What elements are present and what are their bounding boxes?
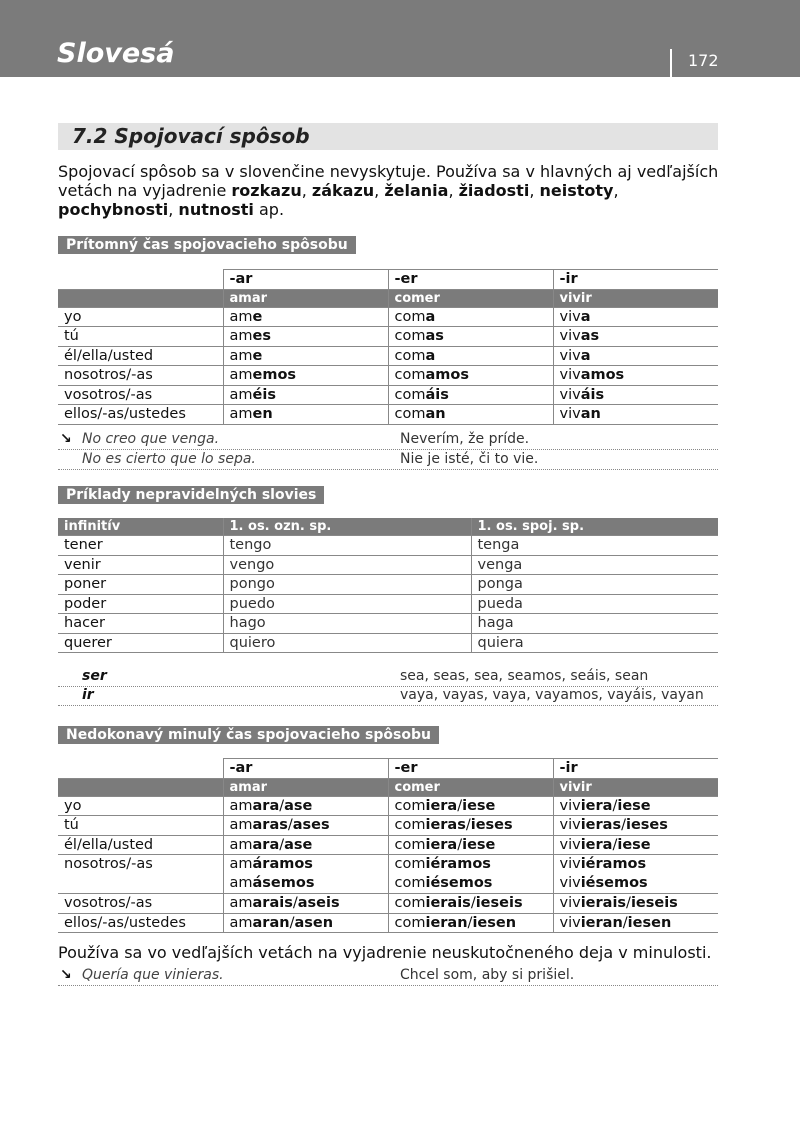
verb-ending: áis — [580, 386, 605, 403]
person-cell: vosotros/-as — [58, 385, 223, 405]
table-row — [58, 575, 718, 595]
imperfect-conjugation-table — [58, 758, 718, 933]
infinitive-cell: poder — [58, 594, 223, 614]
form-line — [560, 855, 719, 874]
verb-header: comer — [388, 778, 553, 796]
verb-ending: amos — [425, 367, 469, 384]
verb-ending: áramos — [252, 856, 313, 872]
slash: / — [457, 836, 463, 853]
form-cell: quiera — [471, 633, 718, 653]
verb-ending: iera — [425, 797, 458, 814]
verb-stem: am — [229, 386, 253, 403]
slash: / — [289, 914, 295, 931]
infinitive-cell: tener — [58, 536, 223, 556]
verb-ending: a — [425, 308, 436, 325]
special-verb-forms: vaya, vayas, vaya, vayamos, vayáis, vayan — [400, 687, 704, 703]
conjugation-cell — [553, 913, 718, 933]
table-header-row — [58, 270, 718, 290]
conjugation-cell — [223, 405, 388, 425]
intro-keyword: rozkazu — [231, 181, 302, 200]
verb-ending: ierais — [580, 895, 627, 912]
verb-ending: as — [580, 328, 600, 345]
verb-ending: ieseis — [630, 895, 678, 912]
verb-stem: com — [394, 328, 426, 345]
table-cell — [58, 289, 223, 307]
page-number: 172 — [688, 51, 719, 70]
special-verb: ir — [82, 687, 94, 703]
example-spanish: No creo que venga. — [82, 431, 220, 447]
verb-stem: com — [394, 856, 426, 872]
verb-stem: viv — [559, 406, 581, 423]
conjugation-cell — [388, 796, 553, 816]
verb-stem: com — [394, 797, 426, 814]
conjugation-cell — [223, 894, 388, 914]
verb-ending: éis — [252, 386, 276, 403]
verb-header: amar — [223, 289, 388, 307]
example-slovak: Chcel som, aby si prišiel. — [400, 967, 575, 983]
form-line — [230, 855, 388, 874]
intro-sep: , — [168, 200, 179, 219]
special-verb-row — [58, 686, 718, 706]
table-row — [58, 633, 718, 653]
person-cell: vosotros/-as — [58, 894, 223, 914]
verb-ending: iésemos — [580, 875, 648, 891]
verb-ending: ierais — [425, 895, 471, 912]
form-cell: ponga — [471, 575, 718, 595]
form-line — [230, 874, 388, 893]
table-row — [58, 385, 718, 405]
form-cell: pueda — [471, 594, 718, 614]
column-header: 1. os. spoj. sp. — [471, 518, 718, 536]
verb-header: vivir — [553, 778, 718, 796]
table-row — [58, 555, 718, 575]
verb-stem: am — [229, 836, 253, 853]
table-row — [58, 346, 718, 366]
slash: / — [279, 836, 285, 853]
verb-ending: a — [580, 347, 591, 364]
table-row — [58, 816, 718, 836]
table-row — [58, 307, 718, 327]
verb-ending: iese — [462, 797, 496, 814]
conjugation-cell — [388, 366, 553, 386]
verb-row — [58, 778, 718, 796]
verb-ending: emos — [252, 367, 297, 384]
verb-ending: ieras — [425, 817, 466, 834]
intro-sep: , — [448, 181, 459, 200]
person-cell: yo — [58, 307, 223, 327]
verb-ending: ieras — [580, 817, 622, 834]
form-cell: pongo — [223, 575, 471, 595]
slash: / — [612, 836, 618, 853]
intro-keyword: žiadosti — [458, 181, 530, 200]
column-header: -er — [388, 759, 553, 779]
section-title: 7.2 Spojovací spôsob — [72, 124, 310, 148]
slash: / — [621, 817, 626, 834]
table-row — [58, 405, 718, 425]
intro-sep: , — [529, 181, 540, 200]
slash: / — [465, 817, 471, 834]
slash: / — [292, 895, 298, 912]
verb-stem: viv — [559, 856, 581, 872]
chapter-title: Slovesá — [57, 38, 175, 69]
form-cell: puedo — [223, 594, 471, 614]
verb-ending: a — [580, 308, 591, 325]
verb-stem: am — [229, 914, 253, 931]
slash: / — [467, 914, 473, 931]
infinitive-cell: poner — [58, 575, 223, 595]
person-cell: tú — [58, 816, 223, 836]
verb-ending: ieseis — [475, 895, 523, 912]
intro-keyword: nutnosti — [178, 200, 254, 219]
conjugation-cell — [553, 835, 718, 855]
person-cell: él/ella/usted — [58, 835, 223, 855]
person-cell: yo — [58, 796, 223, 816]
verb-stem: com — [394, 914, 426, 931]
slash: / — [457, 797, 463, 814]
form-line — [395, 855, 553, 874]
intro-sep: , — [374, 181, 385, 200]
slash: / — [626, 895, 631, 912]
verb-row — [58, 289, 718, 307]
verb-header: amar — [223, 778, 388, 796]
verb-stem: com — [394, 406, 426, 423]
verb-ending: arais — [252, 895, 293, 912]
verb-ending: asen — [294, 914, 334, 931]
table-header-row — [58, 759, 718, 779]
verb-stem: com — [394, 308, 426, 325]
example-slovak: Neverím, že príde. — [400, 431, 530, 447]
verb-ending: an — [425, 406, 446, 423]
verb-stem: viv — [559, 367, 581, 384]
present-conjugation-table — [58, 269, 718, 425]
table-cell — [58, 270, 223, 290]
arrow-down-right-icon: ↘ — [60, 967, 72, 983]
conjugation-cell — [388, 855, 553, 894]
verb-ending: a — [425, 347, 436, 364]
conjugation-cell — [553, 855, 718, 894]
conjugation-cell — [553, 327, 718, 347]
table-cell — [58, 759, 223, 779]
verb-ending: ase — [284, 797, 313, 814]
example-slovak: Nie je isté, či to vie. — [400, 451, 539, 467]
verb-stem: am — [229, 797, 253, 814]
verb-ending: iera — [425, 836, 458, 853]
verb-ending: iesen — [627, 914, 672, 931]
verb-ending: amos — [580, 367, 625, 384]
verb-ending: ieses — [625, 817, 668, 834]
conjugation-cell — [223, 366, 388, 386]
slash: / — [612, 797, 618, 814]
verb-stem: am — [229, 406, 253, 423]
slash: / — [470, 895, 476, 912]
column-header: -ir — [553, 759, 718, 779]
example-spanish: Quería que vinieras. — [82, 967, 224, 983]
intro-tail: ap. — [253, 200, 285, 219]
verb-stem: viv — [559, 347, 581, 364]
verb-stem: viv — [559, 836, 581, 853]
person-cell: nosotros/-as — [58, 855, 223, 894]
verb-ending: es — [252, 328, 271, 345]
infinitive-cell: querer — [58, 633, 223, 653]
verb-ending: aras — [252, 817, 288, 834]
verb-ending: an — [580, 406, 601, 423]
intro-sep: , — [613, 181, 619, 200]
intro-keyword: neistoty — [539, 181, 614, 200]
page-header — [0, 0, 800, 77]
column-header: -er — [388, 270, 553, 290]
column-header: -ar — [223, 759, 388, 779]
verb-stem: am — [229, 308, 253, 325]
conjugation-cell — [388, 835, 553, 855]
slash: / — [279, 797, 285, 814]
conjugation-cell — [223, 816, 388, 836]
conjugation-cell — [388, 346, 553, 366]
conjugation-cell — [553, 307, 718, 327]
person-cell: ellos/-as/ustedes — [58, 405, 223, 425]
conjugation-cell — [553, 346, 718, 366]
verb-stem: am — [229, 817, 253, 834]
form-cell: tenga — [471, 536, 718, 556]
conjugation-cell — [553, 366, 718, 386]
table-row — [58, 614, 718, 634]
arrow-down-right-icon: ↘ — [60, 431, 72, 447]
verb-ending: iéramos — [580, 856, 647, 872]
verb-ending: ases — [292, 817, 330, 834]
column-header: -ir — [553, 270, 718, 290]
verb-stem: am — [229, 856, 253, 872]
conjugation-cell — [223, 385, 388, 405]
form-line — [395, 874, 553, 893]
infinitive-cell: venir — [58, 555, 223, 575]
verb-ending: aseis — [297, 895, 340, 912]
special-verb: ser — [82, 668, 107, 684]
verb-ending: ieran — [425, 914, 468, 931]
form-line — [560, 874, 719, 893]
verb-stem: viv — [559, 817, 581, 834]
verb-header: vivir — [553, 289, 718, 307]
conjugation-cell — [223, 307, 388, 327]
person-cell: ellos/-as/ustedes — [58, 913, 223, 933]
verb-stem: am — [229, 347, 253, 364]
conjugation-cell — [553, 894, 718, 914]
verb-ending: ieran — [580, 914, 623, 931]
form-cell: venga — [471, 555, 718, 575]
conjugation-cell — [388, 913, 553, 933]
table-row — [58, 536, 718, 556]
table-row — [58, 913, 718, 933]
form-cell: haga — [471, 614, 718, 634]
form-cell: quiero — [223, 633, 471, 653]
form-cell: hago — [223, 614, 471, 634]
verb-ending: áis — [425, 386, 449, 403]
verb-header: comer — [388, 289, 553, 307]
verb-stem: am — [229, 875, 253, 891]
verb-stem: com — [394, 836, 426, 853]
form-cell: tengo — [223, 536, 471, 556]
table-row — [58, 327, 718, 347]
intro-text: Spojovací spôsob sa v slovenčine nevyskytuje. Používa sa v hlavných aj vedľajších vetách na vyjadrenie — [58, 162, 719, 200]
example-row — [58, 450, 718, 470]
person-cell: nosotros/-as — [58, 366, 223, 386]
conjugation-cell — [388, 385, 553, 405]
slash: / — [287, 817, 293, 834]
verb-stem: com — [394, 386, 426, 403]
present-section-label: Prítomný čas spojovacieho spôsobu — [58, 236, 356, 254]
verb-stem: viv — [559, 895, 581, 912]
special-verb-row — [58, 667, 718, 687]
imperfect-usage-note: Používa sa vo vedľajších vetách na vyjadrenie neuskutočneného deja v minulosti. — [58, 943, 712, 962]
verb-stem: viv — [559, 308, 581, 325]
verb-ending: iesen — [472, 914, 517, 931]
verb-ending: as — [425, 328, 444, 345]
intro-keyword: pochybnosti — [58, 200, 169, 219]
intro-keyword: zákazu — [311, 181, 375, 200]
verb-stem: com — [394, 817, 426, 834]
conjugation-cell — [553, 796, 718, 816]
verb-ending: ara — [252, 836, 280, 853]
intro-paragraph — [58, 162, 728, 219]
verb-ending: iese — [617, 836, 651, 853]
table-row — [58, 894, 718, 914]
person-cell: tú — [58, 327, 223, 347]
conjugation-cell — [223, 855, 388, 894]
header-divider — [670, 49, 672, 77]
conjugation-cell — [553, 816, 718, 836]
verb-stem: viv — [559, 328, 581, 345]
special-verb-forms: sea, seas, sea, seamos, seáis, sean — [400, 668, 649, 684]
conjugation-cell — [223, 913, 388, 933]
example-row — [58, 966, 718, 986]
verb-ending: e — [252, 308, 263, 325]
conjugation-cell — [388, 327, 553, 347]
conjugation-cell — [223, 835, 388, 855]
conjugation-cell — [223, 796, 388, 816]
conjugation-cell — [223, 346, 388, 366]
verb-stem: viv — [559, 386, 581, 403]
verb-stem: com — [394, 347, 426, 364]
table-row — [58, 796, 718, 816]
verb-ending: aran — [252, 914, 290, 931]
person-cell: él/ella/usted — [58, 346, 223, 366]
verb-ending: ásemos — [252, 875, 315, 891]
column-header: infinitív — [58, 518, 223, 536]
conjugation-cell — [388, 307, 553, 327]
verb-ending: en — [252, 406, 273, 423]
verb-ending: iese — [462, 836, 496, 853]
table-cell — [58, 778, 223, 796]
verb-stem: viv — [559, 875, 581, 891]
verb-ending: iéramos — [425, 856, 491, 872]
column-header: -ar — [223, 270, 388, 290]
verb-stem: am — [229, 895, 253, 912]
verb-ending: iera — [580, 797, 613, 814]
example-row — [58, 430, 718, 450]
table-row — [58, 855, 718, 894]
slash: / — [622, 914, 628, 931]
verb-stem: viv — [559, 914, 581, 931]
conjugation-cell — [553, 405, 718, 425]
intro-keyword: želania — [384, 181, 449, 200]
conjugation-cell — [388, 894, 553, 914]
irregular-verbs-table — [58, 518, 718, 653]
table-row — [58, 366, 718, 386]
verb-ending: iera — [580, 836, 613, 853]
verb-stem: com — [394, 895, 426, 912]
verb-ending: ieses — [470, 817, 513, 834]
section-title-bar — [58, 123, 718, 150]
table-row — [58, 835, 718, 855]
conjugation-cell — [553, 385, 718, 405]
verb-stem: com — [394, 367, 426, 384]
verb-ending: iésemos — [425, 875, 493, 891]
form-cell: vengo — [223, 555, 471, 575]
verb-ending: ase — [284, 836, 313, 853]
irregular-section-label: Príklady nepravidelných slovies — [58, 486, 324, 504]
conjugation-cell — [223, 327, 388, 347]
table-row — [58, 594, 718, 614]
table-header-row — [58, 518, 718, 536]
conjugation-cell — [388, 816, 553, 836]
verb-ending: ara — [252, 797, 280, 814]
verb-stem: am — [229, 367, 253, 384]
column-header: 1. os. ozn. sp. — [223, 518, 471, 536]
verb-stem: viv — [559, 797, 581, 814]
intro-sep: , — [301, 181, 312, 200]
imperfect-section-label: Nedokonavý minulý čas spojovacieho spôsobu — [58, 726, 439, 744]
infinitive-cell: hacer — [58, 614, 223, 634]
conjugation-cell — [388, 405, 553, 425]
verb-stem: am — [229, 328, 253, 345]
example-spanish: No es cierto que lo sepa. — [82, 451, 256, 467]
verb-ending: iese — [617, 797, 651, 814]
verb-ending: e — [252, 347, 263, 364]
verb-stem: com — [394, 875, 426, 891]
